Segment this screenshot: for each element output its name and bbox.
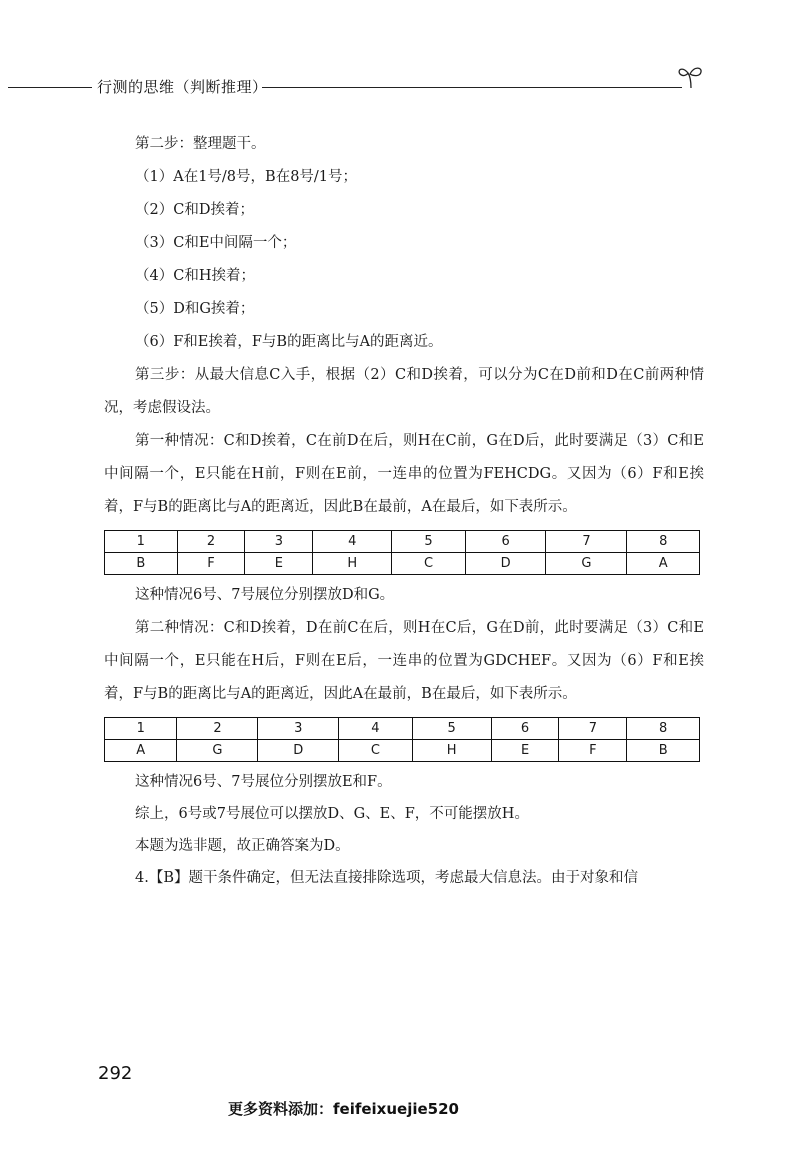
table-row (105, 531, 700, 553)
case2-paragraph: 第二种情况：C和D挨着，D在前C在后，则H在C后，G在D前，此时要满足（3）C和E中间隔一个，E只能在H后，F则在E后，一连串的位置为GDCHEF。又因为（6）F和E挨着，F与B的距离比与A的距离近，因此A在最前，B在最后，如下表所示。 (104, 620, 704, 702)
watermark-text: 更多资料添加：feifeixuejie520 (228, 1100, 459, 1118)
condition-3: （3）C和E中间隔一个； (135, 235, 297, 251)
header-rule-right (262, 87, 682, 88)
table-cell: 7 (559, 718, 627, 740)
sprout-icon (676, 62, 706, 92)
page-number: 292 (98, 1063, 133, 1084)
page-body (104, 128, 704, 894)
table-cell: F (559, 740, 627, 762)
case2-conclusion: 这种情况6号、7号展位分别摆放E和F。 (135, 774, 392, 790)
condition-6: （6）F和E挨着，F与B的距离比与A的距离近。 (135, 334, 443, 350)
table-row (105, 553, 700, 575)
table-cell: 5 (392, 531, 466, 553)
table-cell: C (392, 553, 466, 575)
answer-paragraph: 本题为选非题，故正确答案为D。 (135, 838, 350, 854)
table-cell: 1 (105, 718, 177, 740)
table-cell: 8 (627, 531, 700, 553)
table-cell: F (177, 553, 245, 575)
case1-conclusion: 这种情况6号、7号展位分别摆放D和G。 (135, 587, 395, 603)
table-row (105, 718, 700, 740)
table-cell: 3 (245, 531, 313, 553)
running-header (0, 62, 800, 102)
table-cell: H (412, 740, 491, 762)
table-cell: 2 (177, 718, 258, 740)
case1-paragraph: 第一种情况：C和D挨着，C在前D在后，则H在C前，G在D后，此时要满足（3）C和E中间隔一个，E只能在H前，F则在E前，一连串的位置为FEHCDG。又因为（6）F和E挨着，F与B的距离比与A的距离近，因此B在最前，A在最后，如下表所示。 (104, 433, 704, 515)
step3-paragraph: 第三步：从最大信息C入手，根据（2）C和D挨着，可以分为C在D前和D在C前两种情况，考虑假设法。 (104, 367, 704, 416)
table-cell: 3 (258, 718, 339, 740)
table-cell: E (491, 740, 559, 762)
table-cell: 4 (313, 531, 392, 553)
table-cell: A (627, 553, 700, 575)
table-cell: D (258, 740, 339, 762)
table-cell: H (313, 553, 392, 575)
header-title: 行测的思维（判断推理） (97, 78, 268, 96)
table-cell: G (177, 740, 258, 762)
case1-table (104, 530, 700, 575)
condition-5: （5）D和G挨着； (135, 301, 255, 317)
condition-1: （1）A在1号/8号，B在8号/1号； (135, 169, 358, 185)
condition-4: （4）C和H挨着； (135, 268, 255, 284)
table-cell: 6 (465, 531, 546, 553)
summary-paragraph: 综上，6号或7号展位可以摆放D、G、E、F，不可能摆放H。 (135, 806, 529, 822)
table-cell: E (245, 553, 313, 575)
step2-heading: 第二步：整理题干。 (135, 136, 266, 152)
table-cell: 6 (491, 718, 559, 740)
table-cell: 2 (177, 531, 245, 553)
table-cell: 4 (339, 718, 413, 740)
table-cell: D (465, 553, 546, 575)
table-cell: 1 (105, 531, 178, 553)
condition-2: （2）C和D挨着； (135, 202, 254, 218)
question4-paragraph: 4.【B】题干条件确定，但无法直接排除选项，考虑最大信息法。由于对象和信 (135, 870, 638, 886)
table-cell: A (105, 740, 177, 762)
table-cell: 8 (627, 718, 700, 740)
table-cell: B (105, 553, 178, 575)
header-rule-left (8, 87, 92, 88)
table-cell: 5 (412, 718, 491, 740)
table-cell: C (339, 740, 413, 762)
table-cell: B (627, 740, 700, 762)
table-row (105, 740, 700, 762)
table-cell: G (546, 553, 627, 575)
case2-table (104, 717, 700, 762)
table-cell: 7 (546, 531, 627, 553)
